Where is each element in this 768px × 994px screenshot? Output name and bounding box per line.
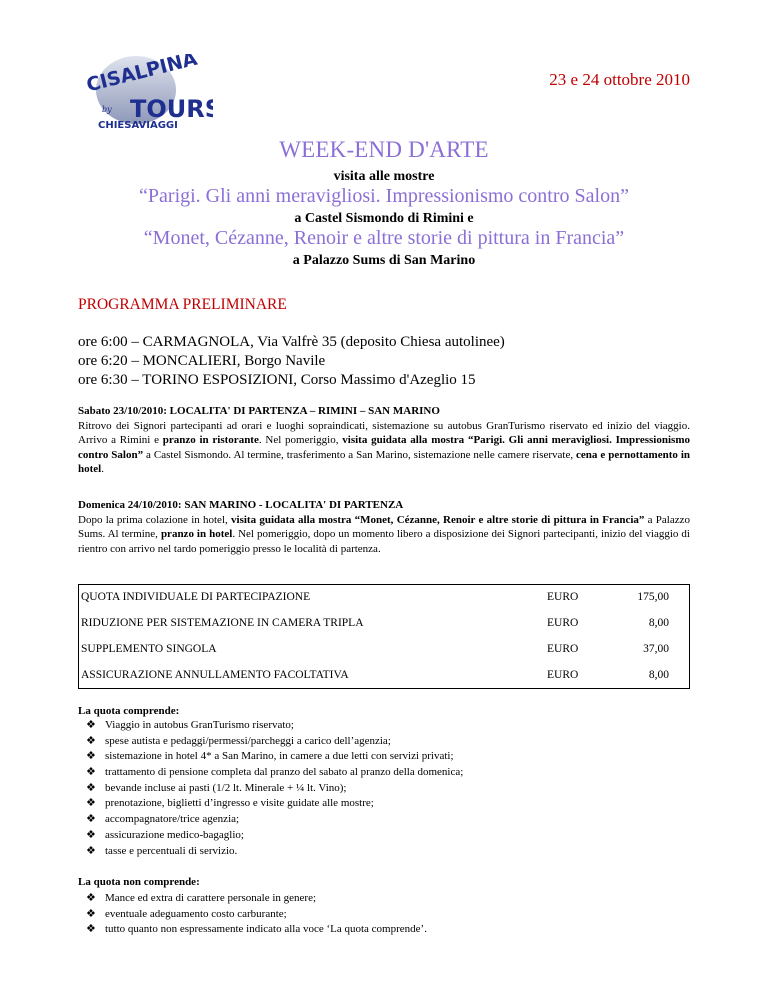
diamond-bullet-icon: ❖ [86, 844, 96, 857]
day2-section [78, 498, 690, 556]
list-item: ❖ sistemazione in hotel 4* a San Marino, in camere a due letti con servizi privati; [78, 749, 463, 765]
diamond-bullet-icon: ❖ [86, 923, 96, 936]
list-item: ❖ trattamento di pensione completa dal pranzo del sabato al pranzo della domenica; [78, 765, 463, 781]
price-amount: 37,00 [643, 643, 669, 655]
exhibition-title-1: “Parigi. Gli anni meravigliosi. Impressionismo contro Salon” [139, 185, 629, 207]
price-currency: EURO [547, 669, 579, 681]
svg-text:TOURS: TOURS [130, 95, 213, 123]
price-label: QUOTA INDIVIDUALE DI PARTECIPAZIONE [81, 591, 311, 603]
included-list [78, 718, 463, 859]
event-date: 23 e 24 ottobre 2010 [549, 70, 690, 89]
diamond-bullet-icon: ❖ [86, 797, 96, 810]
price-amount: 8,00 [648, 617, 669, 629]
diamond-bullet-icon: ❖ [86, 750, 96, 763]
list-item: ❖ eventuale adeguamento costo carburante; [78, 907, 427, 923]
list-item: ❖ prenotazione, biglietti d’ingresso e visite guidate alle mostre; [78, 796, 463, 812]
excluded-heading: La quota non comprende: [78, 876, 200, 888]
svg-text:by: by [102, 105, 112, 114]
program-heading: PROGRAMMA PRELIMINARE [78, 296, 287, 313]
diamond-bullet-icon: ❖ [86, 719, 96, 731]
svg-text:CISALPINA: CISALPINA [84, 54, 200, 97]
diamond-bullet-icon: ❖ [86, 907, 96, 920]
day2-heading: Domenica 24/10/2010: SAN MARINO - LOCALITA' DI PARTENZA [78, 499, 404, 511]
list-item: ❖ spese autista e pedaggi/permessi/parcheggi a carico dell’agenzia; [78, 734, 463, 750]
list-item: ❖ Mance ed extra di carattere personale in genere; [78, 891, 427, 907]
diamond-bullet-icon: ❖ [86, 813, 96, 826]
list-item: ❖ assicurazione medico-bagaglio; [78, 828, 463, 844]
day1-heading: Sabato 23/10/2010: LOCALITA' DI PARTENZA – RIMINI – SAN MARINO [78, 405, 440, 417]
price-currency: EURO [547, 591, 579, 603]
departure-line: ore 6:00 – CARMAGNOLA, Via Valfrè 35 (deposito Chiesa autolinee) [78, 334, 505, 350]
price-label: ASSICURAZIONE ANNULLAMENTO FACOLTATIVA [81, 669, 349, 681]
cisalpina-tours-logo [78, 54, 213, 132]
list-item: ❖ tasse e percentuali di servizio. [78, 844, 463, 860]
included-heading: La quota comprende: [78, 705, 180, 717]
excluded-list [78, 891, 427, 938]
venue-1: a Castel Sismondo di Rimini e [294, 211, 474, 226]
departure-line: ore 6:20 – MONCALIERI, Borgo Navile [78, 353, 326, 369]
diamond-bullet-icon: ❖ [86, 781, 96, 794]
exhibition-title-2: “Monet, Cézanne, Renoir e altre storie di pittura in Francia” [143, 227, 625, 249]
page-title: WEEK-END D'ARTE [279, 137, 489, 162]
day1-description: Ritrovo dei Signori partecipanti ad orari e luoghi sopraindicati, sistemazione su autobus GranTurismo riservato ed inizio del viaggio. Arrivo a Rimini e pranzo in ristorante. Nel pomeriggio, visita guidata alla mostra “Parigi. Gli anni meravigliosi. Impressionismo contro Salon” a Castel Sismondo. Al termine, trasferimento a San Marino, sistemazione nelle camere riservate, cena e pernottamento in hotel. [78, 419, 690, 476]
price-label: RIDUZIONE PER SISTEMAZIONE IN CAMERA TRIPLA [81, 617, 364, 629]
diamond-bullet-icon: ❖ [86, 892, 96, 904]
diamond-bullet-icon: ❖ [86, 766, 96, 779]
price-table [78, 584, 690, 689]
subtitle-exhibitions: visita alle mostre [333, 169, 435, 184]
list-item: ❖ tutto quanto non espressamente indicato alla voce ‘La quota comprende’. [78, 922, 427, 938]
list-item: ❖ bevande incluse ai pasti (1/2 lt. Minerale + ¼ lt. Vino); [78, 781, 463, 797]
list-item: ❖ accompagnatore/trice agenzia; [78, 812, 463, 828]
list-item: ❖ Viaggio in autobus GranTurismo riservato; [78, 718, 463, 734]
price-amount: 175,00 [637, 591, 669, 603]
price-currency: EURO [547, 617, 579, 629]
price-label: SUPPLEMENTO SINGOLA [81, 643, 217, 655]
diamond-bullet-icon: ❖ [86, 828, 96, 841]
day1-section [78, 404, 690, 477]
svg-text:CHIESAVIAGGI: CHIESAVIAGGI [98, 120, 178, 131]
price-amount: 8,00 [648, 669, 669, 681]
day2-description: Dopo la prima colazione in hotel, visita guidata alla mostra “Monet, Cézanne, Renoir e altre storie di pittura in Francia” a Palazzo Sums. Al termine, pranzo in hotel. Nel pomeriggio, dopo un momento libero a disposizione dei Signori partecipanti, inizio del viaggio di rientro con arrivo nel tardo pomeriggio presso le località di partenza. [78, 513, 691, 555]
diamond-bullet-icon: ❖ [86, 734, 96, 747]
venue-2: a Palazzo Sums di San Marino [292, 253, 476, 268]
departure-line: ore 6:30 – TORINO ESPOSIZIONI, Corso Massimo d'Azeglio 15 [78, 372, 476, 388]
price-currency: EURO [547, 643, 579, 655]
